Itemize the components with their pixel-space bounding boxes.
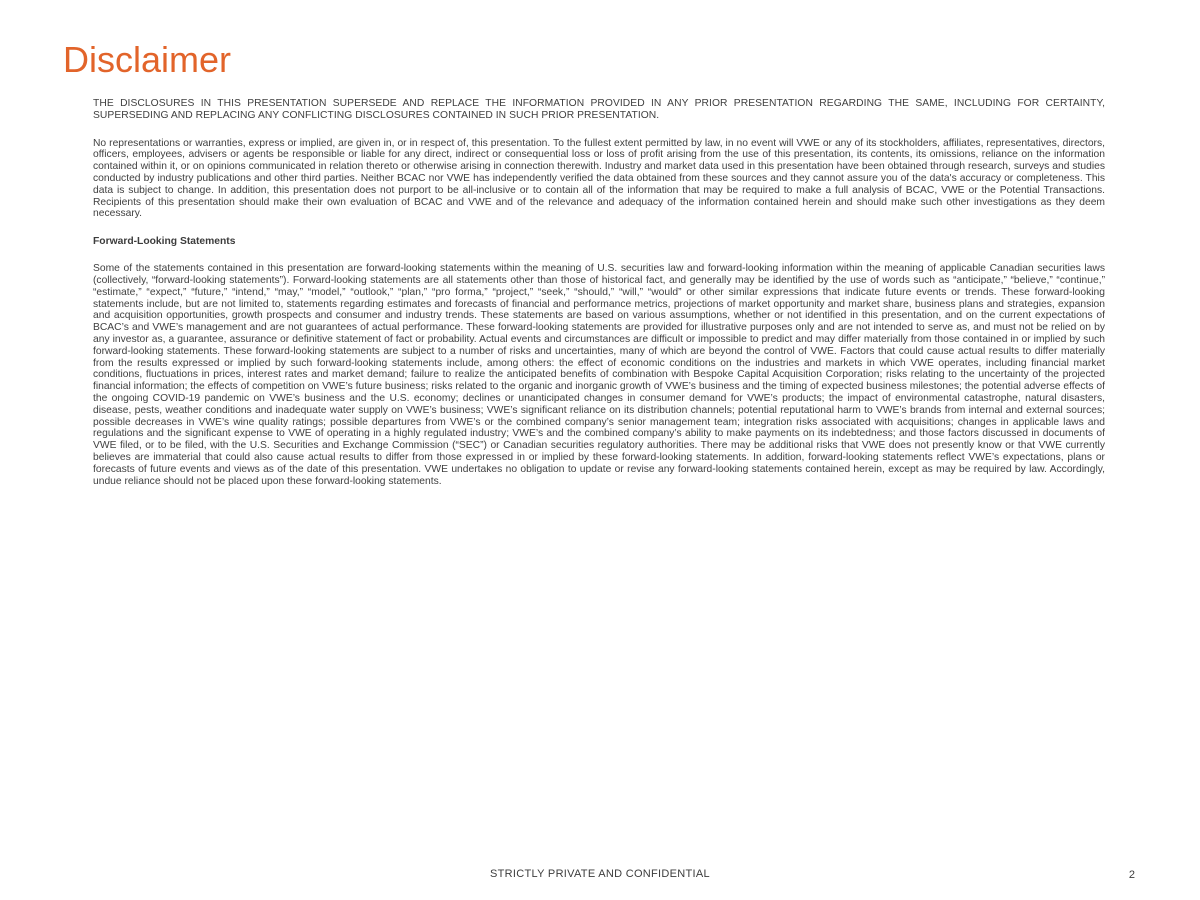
confidentiality-footer: STRICTLY PRIVATE AND CONFIDENTIAL [490, 868, 710, 880]
forward-looking-heading: Forward-Looking Statements [93, 236, 236, 248]
page-number: 2 [1128, 869, 1135, 881]
slide-title: Disclaimer [63, 39, 232, 80]
representations-paragraph: No representations or warranties, express or implied, are given in, or in respect of, this presentation. To the fullest extent permitted by law, in no event will VWE or any of its stockholders, affiliates, representatives, directors, officers, employees, advisers or agents be responsible or liable for any direct, indirect or consequential loss or loss of profit arising from the use of this presentation, its contents, its omissions, reliance on the information contained within it, or on opinions communicated in relation thereto or otherwise arising in connection therewith. Industry and market data used in this presentation have been obtained through research, surveys and studies conducted by industry publications and other third parties. Neither BCAC nor VWE has independently verified the data obtained from these sources and they cannot assure you of the data's accuracy or completeness. This data is subject to change. In addition, this presentation does not purport to be all-inclusive or to contain all of the information that may be required to make a full analysis of BCAC, VWE or the Potential Transactions. Recipients of this presentation should make their own evaluation of BCAC and VWE and of the relevance and adequacy of the information contained herein and should make such other investigations as they deem necessary. [93, 137, 1105, 220]
supersede-notice: THE DISCLOSURES IN THIS PRESENTATION SUPERSEDE AND REPLACE THE INFORMATION PROVIDED IN ANY PRIOR PRESENTATION REGARDING THE SAME, INCLUDING FOR CERTAINTY, SUPERSEDING AND REPLACING ANY CONFLICTING DISCLOSURES CONTAINED IN SUCH PRIOR PRESENTATION. [93, 98, 1105, 121]
forward-looking-paragraph: Some of the statements contained in this presentation are forward-looking statements within the meaning of U.S. securities law and forward-looking information within the meaning of applicable Canadian securities laws (collectively, “forward-looking statements”). Forward-looking statements are all statements other than those of historical fact, and generally may be identified by the use of words such as “anticipate,” “believe,” “continue,” “estimate,” “expect,” “future,” “intend,” “may,” “model,” “outlook,” “plan,” “pro forma,” “project,” “seek,” “should,” “will,” “would” or other similar expressions that indicate future events or trends. These forward-looking statements include, but are not limited to, statements regarding estimates and forecasts of financial and performance metrics, projections of market opportunity and market share, business plans and strategies, expansion and acquisition opportunities, growth prospects and consumer and industry trends. These statements are based on various assumptions, whether or not identified in this presentation, and on the current expectations of BCAC’s and VWE’s management and are not guarantees of actual performance. These forward-looking statements are provided for illustrative purposes only and are not intended to serve as, and must not be relied on by any investor as, a guarantee, assurance or definitive statement of fact or probability. Actual events and circumstances are difficult or impossible to predict and may differ materially from those contained in or implied by such forward-looking statements. These forward-looking statements are subject to a number of risks and uncertainties, many of which are beyond the control of VWE. Factors that could cause actual results to differ materially from the results expressed or implied by such forward-looking statements include, among others: the effect of economic conditions on the industries and markets in which VWE operates, including financial market conditions, fluctuations in prices, interest rates and market demand; failure to realize the anticipated benefits of combination with Bespoke Capital Acquisition Corporation; risks relating to the uncertainty of the projected financial information; the effects of competition on VWE’s future business; risks related to the organic and inorganic growth of VWE’s business and the timing of expected business milestones; the potential adverse effects of the ongoing COVID-19 pandemic on VWE’s business and the U.S. economy; declines or unanticipated changes in consumer demand for VWE’s products; the impact of environmental catastrophe, natural disasters, disease, pests, weather conditions and inadequate water supply on VWE’s business; VWE’s significant reliance on its distribution channels; potential reputational harm to VWE’s brands from internal and external sources; possible decreases in VWE’s wine quality ratings; possible departures from VWE’s or the combined company’s senior management team; integration risks associated with acquisitions; changes in applicable laws and regulations and the significant expense to VWE of operating in a highly regulated industry; VWE’s and the combined company’s ability to make payments on its indebtedness; and those factors discussed in documents of VWE filed, or to be filed, with the U.S. Securities and Exchange Commission (“SEC”) or Canadian securities regulatory authorities. There may be additional risks that VWE does not presently know or that VWE currently believes are immaterial that could also cause actual results to differ from those expressed in or implied by these forward-looking statements. In addition, forward-looking statements reflect VWE’s expectations, plans or forecasts of future events and views as of the date of this presentation. VWE undertakes no obligation to update or revise any forward-looking statements contained herein, except as may be required by law. Accordingly, undue reliance should not be placed upon these forward-looking statements. [93, 263, 1105, 487]
disclaimer-body [93, 98, 1105, 487]
